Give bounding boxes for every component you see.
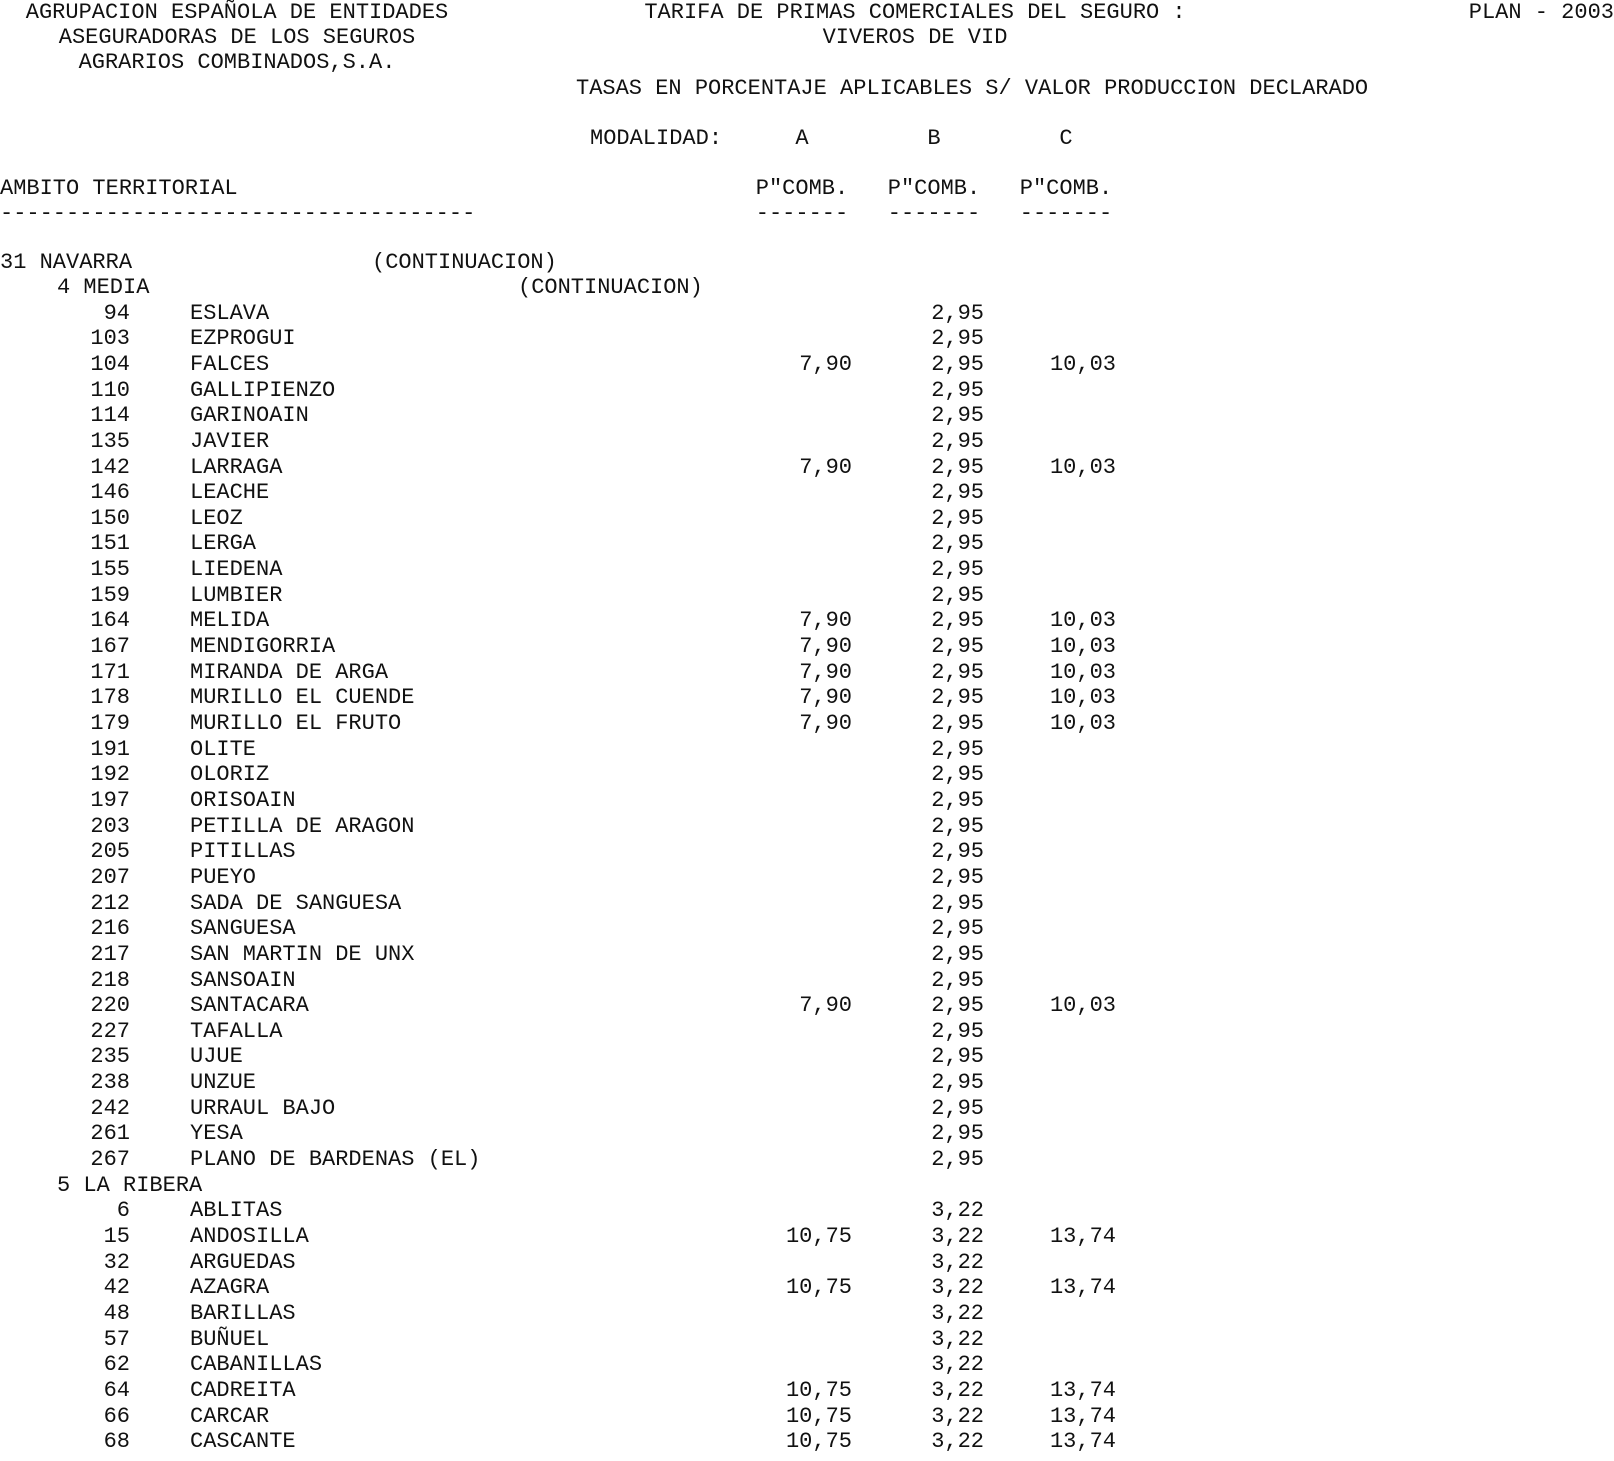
rate-b: 2,95 [931,916,984,941]
rate-b: 3,22 [931,1224,984,1249]
municipality-name: UJUE [190,1044,243,1069]
municipality-name: SANTACARA [190,993,309,1018]
rate-b: 3,22 [931,1327,984,1352]
municipality-code: 227 [90,1019,130,1044]
rate-a: 7,90 [799,634,852,659]
rate-a: 7,90 [799,608,852,633]
rate-b: 2,95 [931,865,984,890]
rate-a: 7,90 [799,660,852,685]
municipality-name: MURILLO EL CUENDE [190,685,415,710]
municipality-name: PUEYO [190,865,257,890]
rate-b: 2,95 [931,942,984,967]
rate-c: 13,74 [1049,1404,1116,1429]
group-name: 4 MEDIA [57,275,150,300]
municipality-name: SANGUESA [190,916,296,941]
municipality-code: 235 [90,1044,130,1069]
rate-c: 10,03 [1049,608,1116,633]
municipality-name: LARRAGA [190,455,283,480]
municipality-name: SANSOAIN [190,968,296,993]
rate-c: 13,74 [1049,1378,1116,1403]
rate-b: 2,95 [931,839,984,864]
municipality-name: LEACHE [190,480,270,505]
rate-b: 2,95 [931,455,984,480]
municipality-name: JAVIER [190,429,270,454]
municipality-name: LEOZ [190,506,243,531]
municipality-code: 159 [90,583,130,608]
rate-b: 2,95 [931,1096,984,1121]
municipality-name: MENDIGORRIA [190,634,336,659]
rate-b: 2,95 [931,711,984,736]
rate-b: 3,22 [931,1352,984,1377]
rate-b: 2,95 [931,352,984,377]
col-c-rule: ------- [1019,201,1113,226]
ambito-header: AMBITO TERRITORIAL [0,176,238,201]
rate-b: 2,95 [931,891,984,916]
rate-b: 2,95 [931,506,984,531]
col-a-header: P"COMB. [755,176,849,201]
municipality-name: CARCAR [190,1404,270,1429]
municipality-name: FALCES [190,352,270,377]
rate-c: 10,03 [1049,634,1116,659]
municipality-name: UNZUE [190,1070,257,1095]
municipality-name: ARGUEDAS [190,1250,296,1275]
modalidad-a: A [795,126,809,151]
rate-b: 3,22 [931,1429,984,1454]
municipality-name: CABANILLAS [190,1352,323,1377]
municipality-code: 114 [90,403,130,428]
rate-b: 2,95 [931,1044,984,1069]
col-a-rule: ------- [755,201,849,226]
municipality-name: OLITE [190,737,257,762]
municipality-name: PITILLAS [190,839,296,864]
ambito-rule: ------------------------------------ [0,201,476,226]
rate-b: 2,95 [931,1019,984,1044]
municipality-name: EZPROGUI [190,326,296,351]
municipality-code: 103 [90,326,130,351]
municipality-code: 151 [90,531,130,556]
modalidad-label: MODALIDAD: [590,126,723,151]
municipality-code: 48 [103,1301,130,1326]
municipality-code: 62 [103,1352,130,1377]
municipality-name: MURILLO EL FRUTO [190,711,402,736]
rate-c: 13,74 [1049,1429,1116,1454]
modalidad-c: C [1059,126,1073,151]
municipality-code: 155 [90,557,130,582]
rate-b: 2,95 [931,814,984,839]
municipality-name: AZAGRA [190,1275,270,1300]
municipality-name: LERGA [190,531,257,556]
municipality-name: ORISOAIN [190,788,296,813]
rate-b: 2,95 [931,993,984,1018]
municipality-name: ESLAVA [190,301,270,326]
municipality-name: CADREITA [190,1378,296,1403]
rate-b: 2,95 [931,326,984,351]
rate-b: 2,95 [931,480,984,505]
group-name: 5 LA RIBERA [57,1173,203,1198]
rate-c: 10,03 [1049,711,1116,736]
rate-a: 7,90 [799,352,852,377]
municipality-name: URRAUL BAJO [190,1096,336,1121]
rate-a: 10,75 [785,1378,852,1403]
municipality-code: 167 [90,634,130,659]
municipality-name: CASCANTE [190,1429,296,1454]
municipality-code: 150 [90,506,130,531]
rate-b: 3,22 [931,1378,984,1403]
municipality-code: 220 [90,993,130,1018]
rate-b: 2,95 [931,608,984,633]
municipality-code: 68 [103,1429,130,1454]
municipality-name: OLORIZ [190,762,270,787]
municipality-code: 205 [90,839,130,864]
rate-b: 2,95 [931,557,984,582]
rate-b: 2,95 [931,762,984,787]
municipality-code: 6 [116,1198,130,1223]
municipality-code: 242 [90,1096,130,1121]
rate-b: 2,95 [931,660,984,685]
rate-c: 10,03 [1049,455,1116,480]
municipality-code: 217 [90,942,130,967]
municipality-code: 212 [90,891,130,916]
modalidad-b: B [927,126,941,151]
rate-b: 2,95 [931,429,984,454]
rate-b: 3,22 [931,1301,984,1326]
rate-a: 10,75 [785,1404,852,1429]
municipality-name: BARILLAS [190,1301,296,1326]
rate-a: 7,90 [799,711,852,736]
municipality-name: YESA [190,1121,243,1146]
municipality-code: 66 [103,1404,130,1429]
municipality-name: LIEDENA [190,557,283,582]
municipality-code: 146 [90,480,130,505]
municipality-code: 32 [103,1250,130,1275]
rate-b: 3,22 [931,1250,984,1275]
municipality-code: 42 [103,1275,130,1300]
rate-c: 13,74 [1049,1224,1116,1249]
group-continuation: (CONTINUACION) [518,275,703,300]
municipality-code: 171 [90,660,130,685]
municipality-name: ANDOSILLA [190,1224,309,1249]
municipality-code: 104 [90,352,130,377]
region-name: 31 NAVARRA [0,250,133,275]
municipality-name: ABLITAS [190,1198,283,1223]
municipality-code: 178 [90,685,130,710]
rate-c: 10,03 [1049,352,1116,377]
crop-name: VIVEROS DE VID [822,25,1008,50]
rate-b: 2,95 [931,634,984,659]
rate-b: 2,95 [931,1121,984,1146]
rate-a: 7,90 [799,685,852,710]
municipality-name: PETILLA DE ARAGON [190,814,415,839]
rate-b: 3,22 [931,1404,984,1429]
municipality-code: 164 [90,608,130,633]
municipality-code: 64 [103,1378,130,1403]
municipality-code: 238 [90,1070,130,1095]
municipality-code: 218 [90,968,130,993]
municipality-code: 203 [90,814,130,839]
municipality-code: 135 [90,429,130,454]
rate-b: 2,95 [931,301,984,326]
rate-b: 3,22 [931,1198,984,1223]
municipality-code: 207 [90,865,130,890]
municipality-code: 179 [90,711,130,736]
municipality-code: 94 [103,301,130,326]
rates-subtitle: TASAS EN PORCENTAJE APLICABLES S/ VALOR PRODUCCION DECLARADO [576,76,1369,101]
rate-c: 10,03 [1049,993,1116,1018]
rate-b: 2,95 [931,968,984,993]
rate-b: 2,95 [931,378,984,403]
rate-a: 10,75 [785,1429,852,1454]
rate-b: 2,95 [931,531,984,556]
rate-b: 2,95 [931,788,984,813]
rate-b: 2,95 [931,1147,984,1172]
rate-a: 10,75 [785,1275,852,1300]
municipality-name: GARINOAIN [190,403,309,428]
rate-c: 13,74 [1049,1275,1116,1300]
col-b-rule: ------- [887,201,981,226]
org-name-line1: AGRUPACION ESPAÑOLA DE ENTIDADES [25,0,449,25]
tariff-title: TARIFA DE PRIMAS COMERCIALES DEL SEGURO : [644,0,1186,25]
org-name-line3: AGRARIOS COMBINADOS,S.A. [78,50,396,75]
municipality-code: 197 [90,788,130,813]
municipality-name: MIRANDA DE ARGA [190,660,389,685]
plan-year: PLAN - 2003 [1468,0,1614,25]
municipality-name: PLANO DE BARDENAS (EL) [190,1147,481,1172]
municipality-name: BUÑUEL [190,1327,270,1352]
rate-a: 7,90 [799,455,852,480]
region-continuation: (CONTINUACION) [372,250,557,275]
municipality-name: SADA DE SANGUESA [190,891,402,916]
municipality-name: LUMBIER [190,583,283,608]
col-b-header: P"COMB. [887,176,981,201]
municipality-name: TAFALLA [190,1019,283,1044]
municipality-code: 57 [103,1327,130,1352]
rate-c: 10,03 [1049,685,1116,710]
rate-b: 2,95 [931,737,984,762]
municipality-name: MELIDA [190,608,270,633]
municipality-code: 267 [90,1147,130,1172]
rate-a: 7,90 [799,993,852,1018]
municipality-code: 142 [90,455,130,480]
rate-b: 2,95 [931,403,984,428]
rate-b: 3,22 [931,1275,984,1300]
rate-a: 10,75 [785,1224,852,1249]
rate-b: 2,95 [931,685,984,710]
rate-b: 2,95 [931,583,984,608]
org-name-line2: ASEGURADORAS DE LOS SEGUROS [58,25,416,50]
municipality-code: 192 [90,762,130,787]
municipality-name: SAN MARTIN DE UNX [190,942,415,967]
municipality-code: 110 [90,378,130,403]
municipality-name: GALLIPIENZO [190,378,336,403]
col-c-header: P"COMB. [1019,176,1113,201]
rate-b: 2,95 [931,1070,984,1095]
municipality-code: 191 [90,737,130,762]
municipality-code: 15 [103,1224,130,1249]
municipality-code: 216 [90,916,130,941]
rate-c: 10,03 [1049,660,1116,685]
municipality-code: 261 [90,1121,130,1146]
